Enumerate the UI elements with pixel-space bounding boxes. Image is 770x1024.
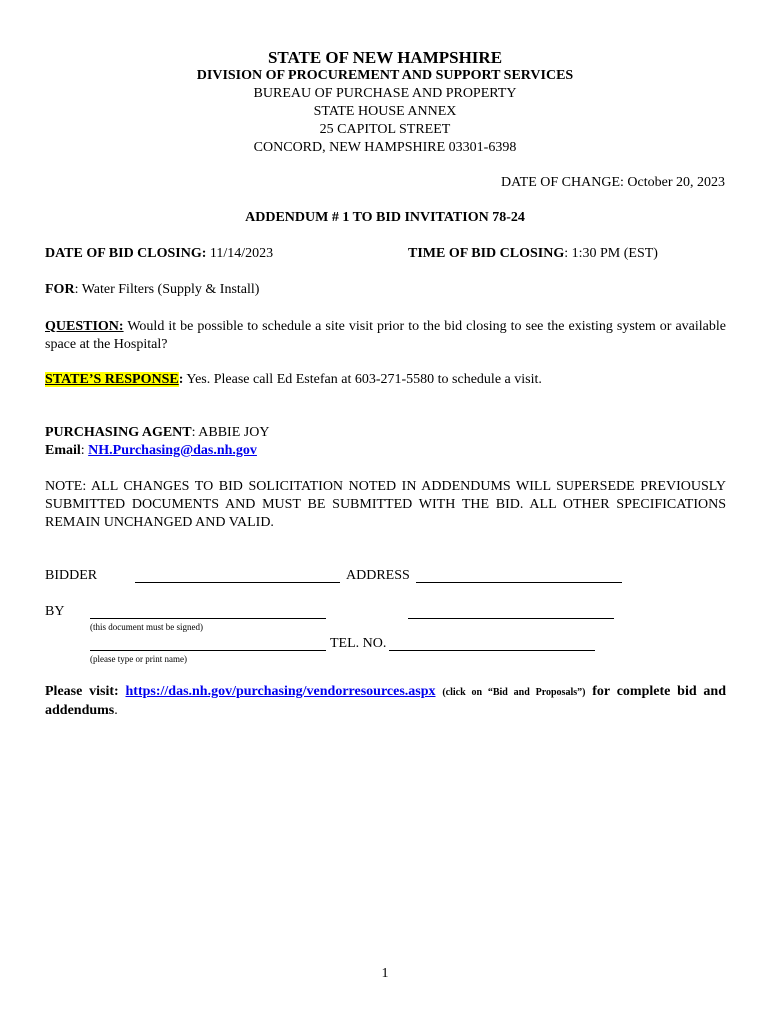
addendum-title: ADDENDUM # 1 TO BID INVITATION 78-24 (245, 210, 525, 225)
visit-prefix: Please visit: (45, 684, 126, 699)
state-title: STATE OF NEW HAMPSHIRE (267, 48, 503, 67)
note-paragraph: NOTE: ALL CHANGES TO BID SOLICITATION NOTED IN ADDENDUMS WILL SUPERSEDE PREVIOUSLY SUBMITTED DOCUMENTS AND MUST BE SUBMITTED WITH THE BID. ALL OTHER SPECIFICATIONS REMAIN UNCHANGED AND VALID. (45, 479, 726, 530)
agent-email (45, 443, 257, 459)
for-value: : Water Filters (Supply & Install) (74, 282, 260, 297)
bid-closing-date-label: DATE OF BID CLOSING: (45, 246, 207, 261)
agent-value: : ABBIE JOY (191, 425, 270, 440)
bidder-label: BIDDER (45, 568, 98, 583)
signed-hint: (this document must be signed) (90, 622, 203, 632)
print-name-line (90, 650, 326, 651)
question-paragraph (45, 318, 726, 354)
agent-label: PURCHASING AGENT (45, 425, 192, 440)
address-label: ADDRESS (346, 568, 410, 583)
email-link[interactable]: NH.Purchasing@das.nh.gov (88, 443, 257, 458)
date-of-change: DATE OF CHANGE: October 20, 2023 (501, 175, 725, 190)
bid-closing-date (45, 246, 273, 262)
bid-closing-time-value: : 1:30 PM (EST) (564, 246, 658, 261)
page-number: 1 (381, 966, 389, 981)
signature-line (90, 618, 326, 619)
vendor-resources-link[interactable]: https://das.nh.gov/purchasing/vendorresources.aspx (125, 684, 436, 699)
for-line (45, 282, 259, 298)
bid-closing-date-value: 11/14/2023 (209, 246, 274, 261)
visit-paren: (click on “Bid and Proposals”) (442, 687, 586, 698)
for-label: FOR (45, 282, 75, 297)
division-heading: DIVISION OF PROCUREMENT AND SUPPORT SERVICES (196, 68, 574, 83)
purchasing-agent (45, 425, 269, 441)
response-label: STATE’S RESPONSE (45, 372, 179, 387)
visit-suffix: for complete bid and addendums (45, 684, 727, 718)
response-colon: : (178, 372, 184, 387)
address-line (416, 582, 622, 583)
street-heading: 25 CAPITOL STREET (319, 122, 451, 137)
bid-closing-time-label: TIME OF BID CLOSING (408, 246, 565, 261)
visit-paragraph (45, 683, 726, 720)
tel-line (389, 650, 595, 651)
tel-label: TEL. NO. (330, 636, 387, 651)
bureau-heading: BUREAU OF PURCHASE AND PROPERTY (253, 86, 517, 101)
bidder-line (135, 582, 340, 583)
question-text: Would it be possible to schedule a site visit prior to the bid closing to see the existing system or available space at the Hospital? (45, 319, 726, 352)
response-text: Yes. Please call Ed Estefan at 603-271-5580 to schedule a visit. (183, 372, 542, 387)
email-label: Email (45, 443, 81, 458)
response-paragraph (45, 372, 542, 388)
address-line-2 (408, 618, 614, 619)
question-label: QUESTION: (45, 319, 124, 334)
visit-period: . (114, 703, 118, 718)
bid-closing-time (408, 246, 658, 262)
city-heading: CONCORD, NEW HAMPSHIRE 03301-6398 (253, 140, 517, 155)
annex-heading: STATE HOUSE ANNEX (313, 104, 457, 119)
print-hint: (please type or print name) (90, 654, 187, 664)
email-sep: : (80, 443, 89, 458)
by-label: BY (45, 604, 65, 619)
